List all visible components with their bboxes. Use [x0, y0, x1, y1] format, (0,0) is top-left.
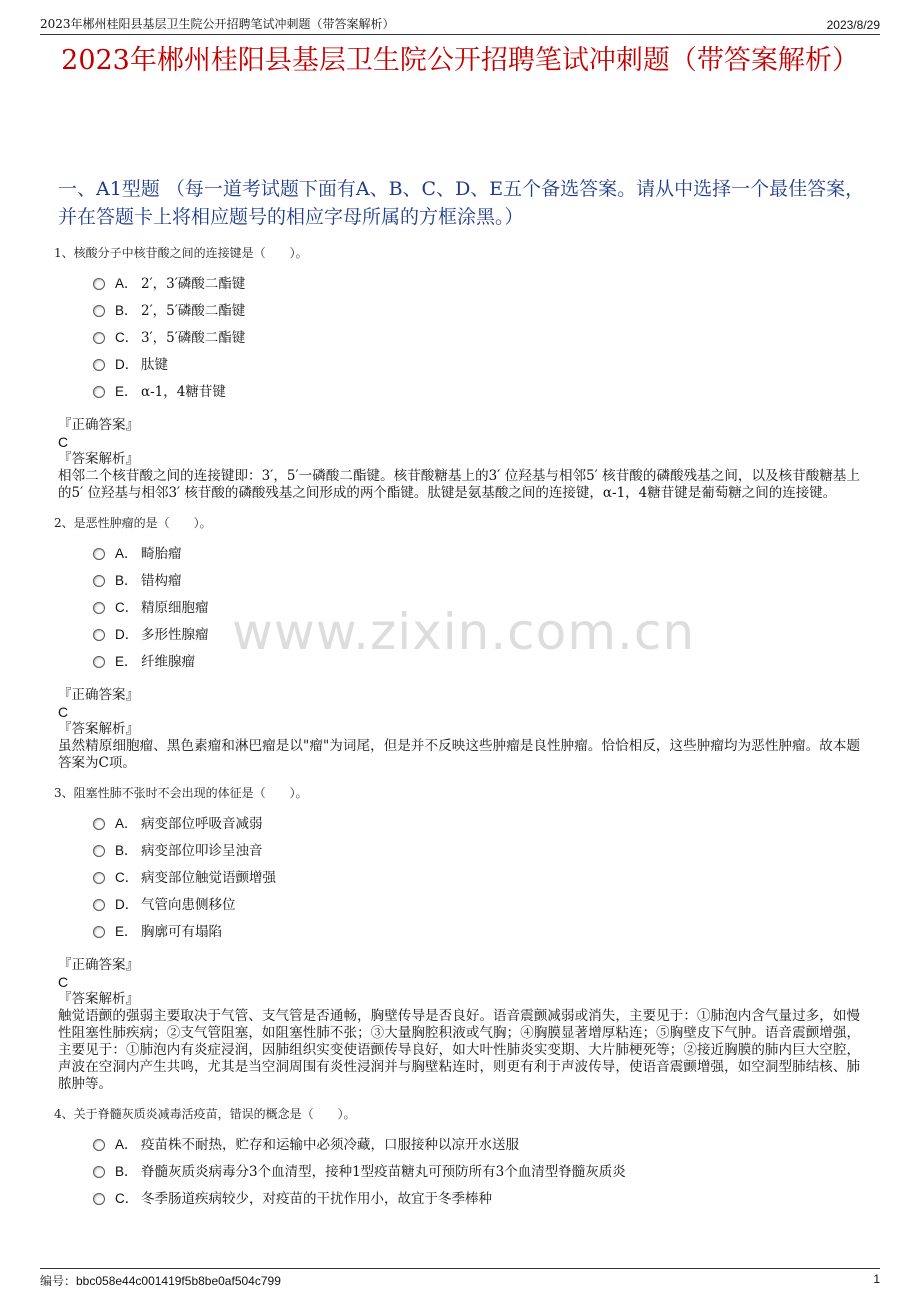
answer-label: 『正确答案』 — [58, 417, 139, 433]
page-number: 1 — [873, 1272, 880, 1286]
option-text: 3′，5′磷酸二酯键 — [141, 329, 246, 346]
radio-icon[interactable] — [93, 845, 105, 857]
option-key: E． — [115, 923, 138, 939]
radio-icon[interactable] — [93, 926, 105, 938]
radio-icon[interactable] — [93, 899, 105, 911]
radio-icon[interactable] — [93, 1193, 105, 1205]
explanation-label: 『答案解析』 — [58, 451, 139, 467]
answer-label: 『正确答案』 — [58, 957, 139, 973]
answer-block — [58, 417, 860, 502]
answer-value: C — [58, 974, 69, 990]
header-doc-title: 2023年郴州桂阳县基层卫生院公开招聘笔试冲刺题（带答案解析） — [40, 17, 395, 31]
radio-icon[interactable] — [93, 305, 105, 317]
option-key: B． — [115, 1163, 138, 1179]
radio-icon[interactable] — [93, 575, 105, 587]
option-text: 疫苗株不耐热，贮存和运输中必须冷藏，口服接种以凉开水送服 — [141, 1136, 519, 1153]
option-key: C． — [115, 599, 139, 615]
option-key: D． — [115, 626, 139, 642]
question-4 — [54, 1105, 860, 1210]
section-heading: 一、A1型题 （每一道考试题下面有A、B、C、D、E五个备选答案。请从中选择一个最佳答案，并在答题卡上将相应题号的相应字母所属的方框涂黑。） — [58, 178, 865, 228]
option-key: B． — [115, 302, 138, 318]
option-text: 肽键 — [141, 356, 168, 373]
option-list — [93, 1129, 860, 1210]
option-text: α-1，4糖苷键 — [141, 383, 226, 400]
option-list — [93, 538, 860, 673]
radio-icon[interactable] — [93, 629, 105, 641]
document-code: 编号：bbc058e44c001419f5b8be0af504c799 — [40, 1274, 281, 1288]
option-d[interactable] — [93, 349, 860, 376]
option-text: 胸廓可有塌陷 — [141, 923, 222, 940]
explanation-text: 触觉语颤的强弱主要取决于气管、支气管是否通畅，胸壁传导是否良好。语音震颤减弱或消失，主要见于：①肺泡内含气量过多，如慢性阻塞性肺疾病；②支气管阻塞，如阻塞性肺不张；③大量胸腔积液或气胸；④胸膜显著增厚粘连；⑤胸壁皮下气肿。语音震颤增强，主要见于：①肺泡内有炎症浸润，因肺组织实变使语颤传导良好，如大叶性肺炎实变期、大片肺梗死等；②接近胸膜的肺内巨大空腔，声波在空洞内产生共鸣，尤其是当空洞周围有炎性浸润并与胸壁粘连时，则更有利于声波传导，使语音震颤增强，如空洞型肺结核、肺脓肿等。 — [58, 1008, 860, 1092]
question-stem: 3、阻塞性肺不张时不会出现的体征是（ ）。 — [54, 786, 308, 800]
option-a[interactable] — [93, 808, 860, 835]
radio-icon[interactable] — [93, 548, 105, 560]
option-key: A． — [115, 545, 138, 561]
option-text: 多形性腺瘤 — [141, 626, 209, 643]
explanation-text: 相邻二个核苷酸之间的连接键即：3′，5′一磷酸二酯键。核苷酸糖基上的3′ 位羟基与相邻5′ 核苷酸的磷酸残基之间，以及核苷酸糖基上的5′ 位羟基与相邻3′ 核苷酸的磷酸残基之间形成的两个酯键。肽键是氨基酸之间的连接键，α-1，4糖苷键是葡萄糖之间的连接键。 — [58, 468, 860, 501]
option-key: C． — [115, 329, 139, 345]
option-text: 纤维腺瘤 — [141, 653, 195, 670]
option-key: A． — [115, 815, 138, 831]
option-c[interactable] — [93, 322, 860, 349]
question-stem: 4、关于脊髓灰质炎减毒活疫苗，错误的概念是（ ）。 — [54, 1107, 356, 1121]
option-key: E． — [115, 383, 138, 399]
answer-label: 『正确答案』 — [58, 687, 139, 703]
page-header — [40, 12, 880, 35]
option-key: B． — [115, 572, 138, 588]
option-d[interactable] — [93, 889, 860, 916]
option-b[interactable] — [93, 295, 860, 322]
question-2 — [54, 514, 860, 772]
radio-icon[interactable] — [93, 818, 105, 830]
option-a[interactable] — [93, 1129, 860, 1156]
option-b[interactable] — [93, 565, 860, 592]
option-text: 2′，5′磷酸二酯键 — [141, 302, 246, 319]
question-3 — [54, 784, 860, 1093]
option-e[interactable] — [93, 376, 860, 403]
option-key: C． — [115, 1190, 139, 1206]
explanation-label: 『答案解析』 — [58, 991, 139, 1007]
option-text: 病变部位触觉语颤增强 — [141, 869, 276, 886]
radio-icon[interactable] — [93, 278, 105, 290]
option-a[interactable] — [93, 538, 860, 565]
option-text: 病变部位叩诊呈浊音 — [141, 842, 263, 859]
radio-icon[interactable] — [93, 1166, 105, 1178]
option-key: B． — [115, 842, 138, 858]
option-text: 脊髓灰质炎病毒分3个血清型，接种1型疫苗糖丸可预防所有3个血清型脊髓灰质炎 — [141, 1163, 626, 1180]
option-key: E． — [115, 653, 138, 669]
option-text: 错构瘤 — [141, 572, 182, 589]
answer-value: C — [58, 704, 69, 720]
option-a[interactable] — [93, 268, 860, 295]
answer-value: C — [58, 434, 69, 450]
radio-icon[interactable] — [93, 386, 105, 398]
option-text: 畸胎瘤 — [141, 545, 182, 562]
question-list — [54, 244, 860, 1224]
option-key: D． — [115, 896, 139, 912]
option-c[interactable] — [93, 592, 860, 619]
option-list — [93, 808, 860, 943]
option-b[interactable] — [93, 1156, 860, 1183]
option-key: C． — [115, 869, 139, 885]
option-text: 冬季肠道疾病较少，对疫苗的干扰作用小，故宜于冬季棒种 — [141, 1190, 492, 1207]
option-c[interactable] — [93, 862, 860, 889]
page-title: 2023年郴州桂阳县基层卫生院公开招聘笔试冲刺题（带答案解析） — [61, 45, 859, 76]
option-text: 精原细胞瘤 — [141, 599, 209, 616]
radio-icon[interactable] — [93, 872, 105, 884]
radio-icon[interactable] — [93, 1139, 105, 1151]
page-footer — [40, 1268, 880, 1289]
option-e[interactable] — [93, 646, 860, 673]
option-list — [93, 268, 860, 403]
header-date: 2023/8/29 — [826, 18, 880, 32]
option-key: D． — [115, 356, 139, 372]
option-text: 2′，3′磷酸二酯键 — [141, 275, 246, 292]
option-key: A． — [115, 1136, 138, 1152]
explanation-label: 『答案解析』 — [58, 721, 139, 737]
watermark: www.zixin.com.cn — [232, 603, 696, 661]
option-b[interactable] — [93, 835, 860, 862]
radio-icon[interactable] — [93, 656, 105, 668]
question-stem: 2、是恶性肿瘤的是（ ）。 — [54, 516, 212, 530]
option-key: A． — [115, 275, 138, 291]
question-1 — [54, 244, 860, 502]
option-text: 气管向患侧移位 — [141, 896, 236, 913]
option-text: 病变部位呼吸音减弱 — [141, 815, 263, 832]
radio-icon[interactable] — [93, 332, 105, 344]
explanation-text: 虽然精原细胞瘤、黑色素瘤和淋巴瘤是以"瘤"为词尾，但是并不反映这些肿瘤是良性肿瘤。恰恰相反，这些肿瘤均为恶性肿瘤。故本题答案为C项。 — [58, 738, 860, 771]
option-c[interactable] — [93, 1183, 860, 1210]
answer-block — [58, 957, 860, 1093]
radio-icon[interactable] — [93, 359, 105, 371]
option-d[interactable] — [93, 619, 860, 646]
radio-icon[interactable] — [93, 602, 105, 614]
option-e[interactable] — [93, 916, 860, 943]
question-stem: 1、核酸分子中核苷酸之间的连接键是（ ）。 — [54, 246, 308, 260]
answer-block — [58, 687, 860, 772]
